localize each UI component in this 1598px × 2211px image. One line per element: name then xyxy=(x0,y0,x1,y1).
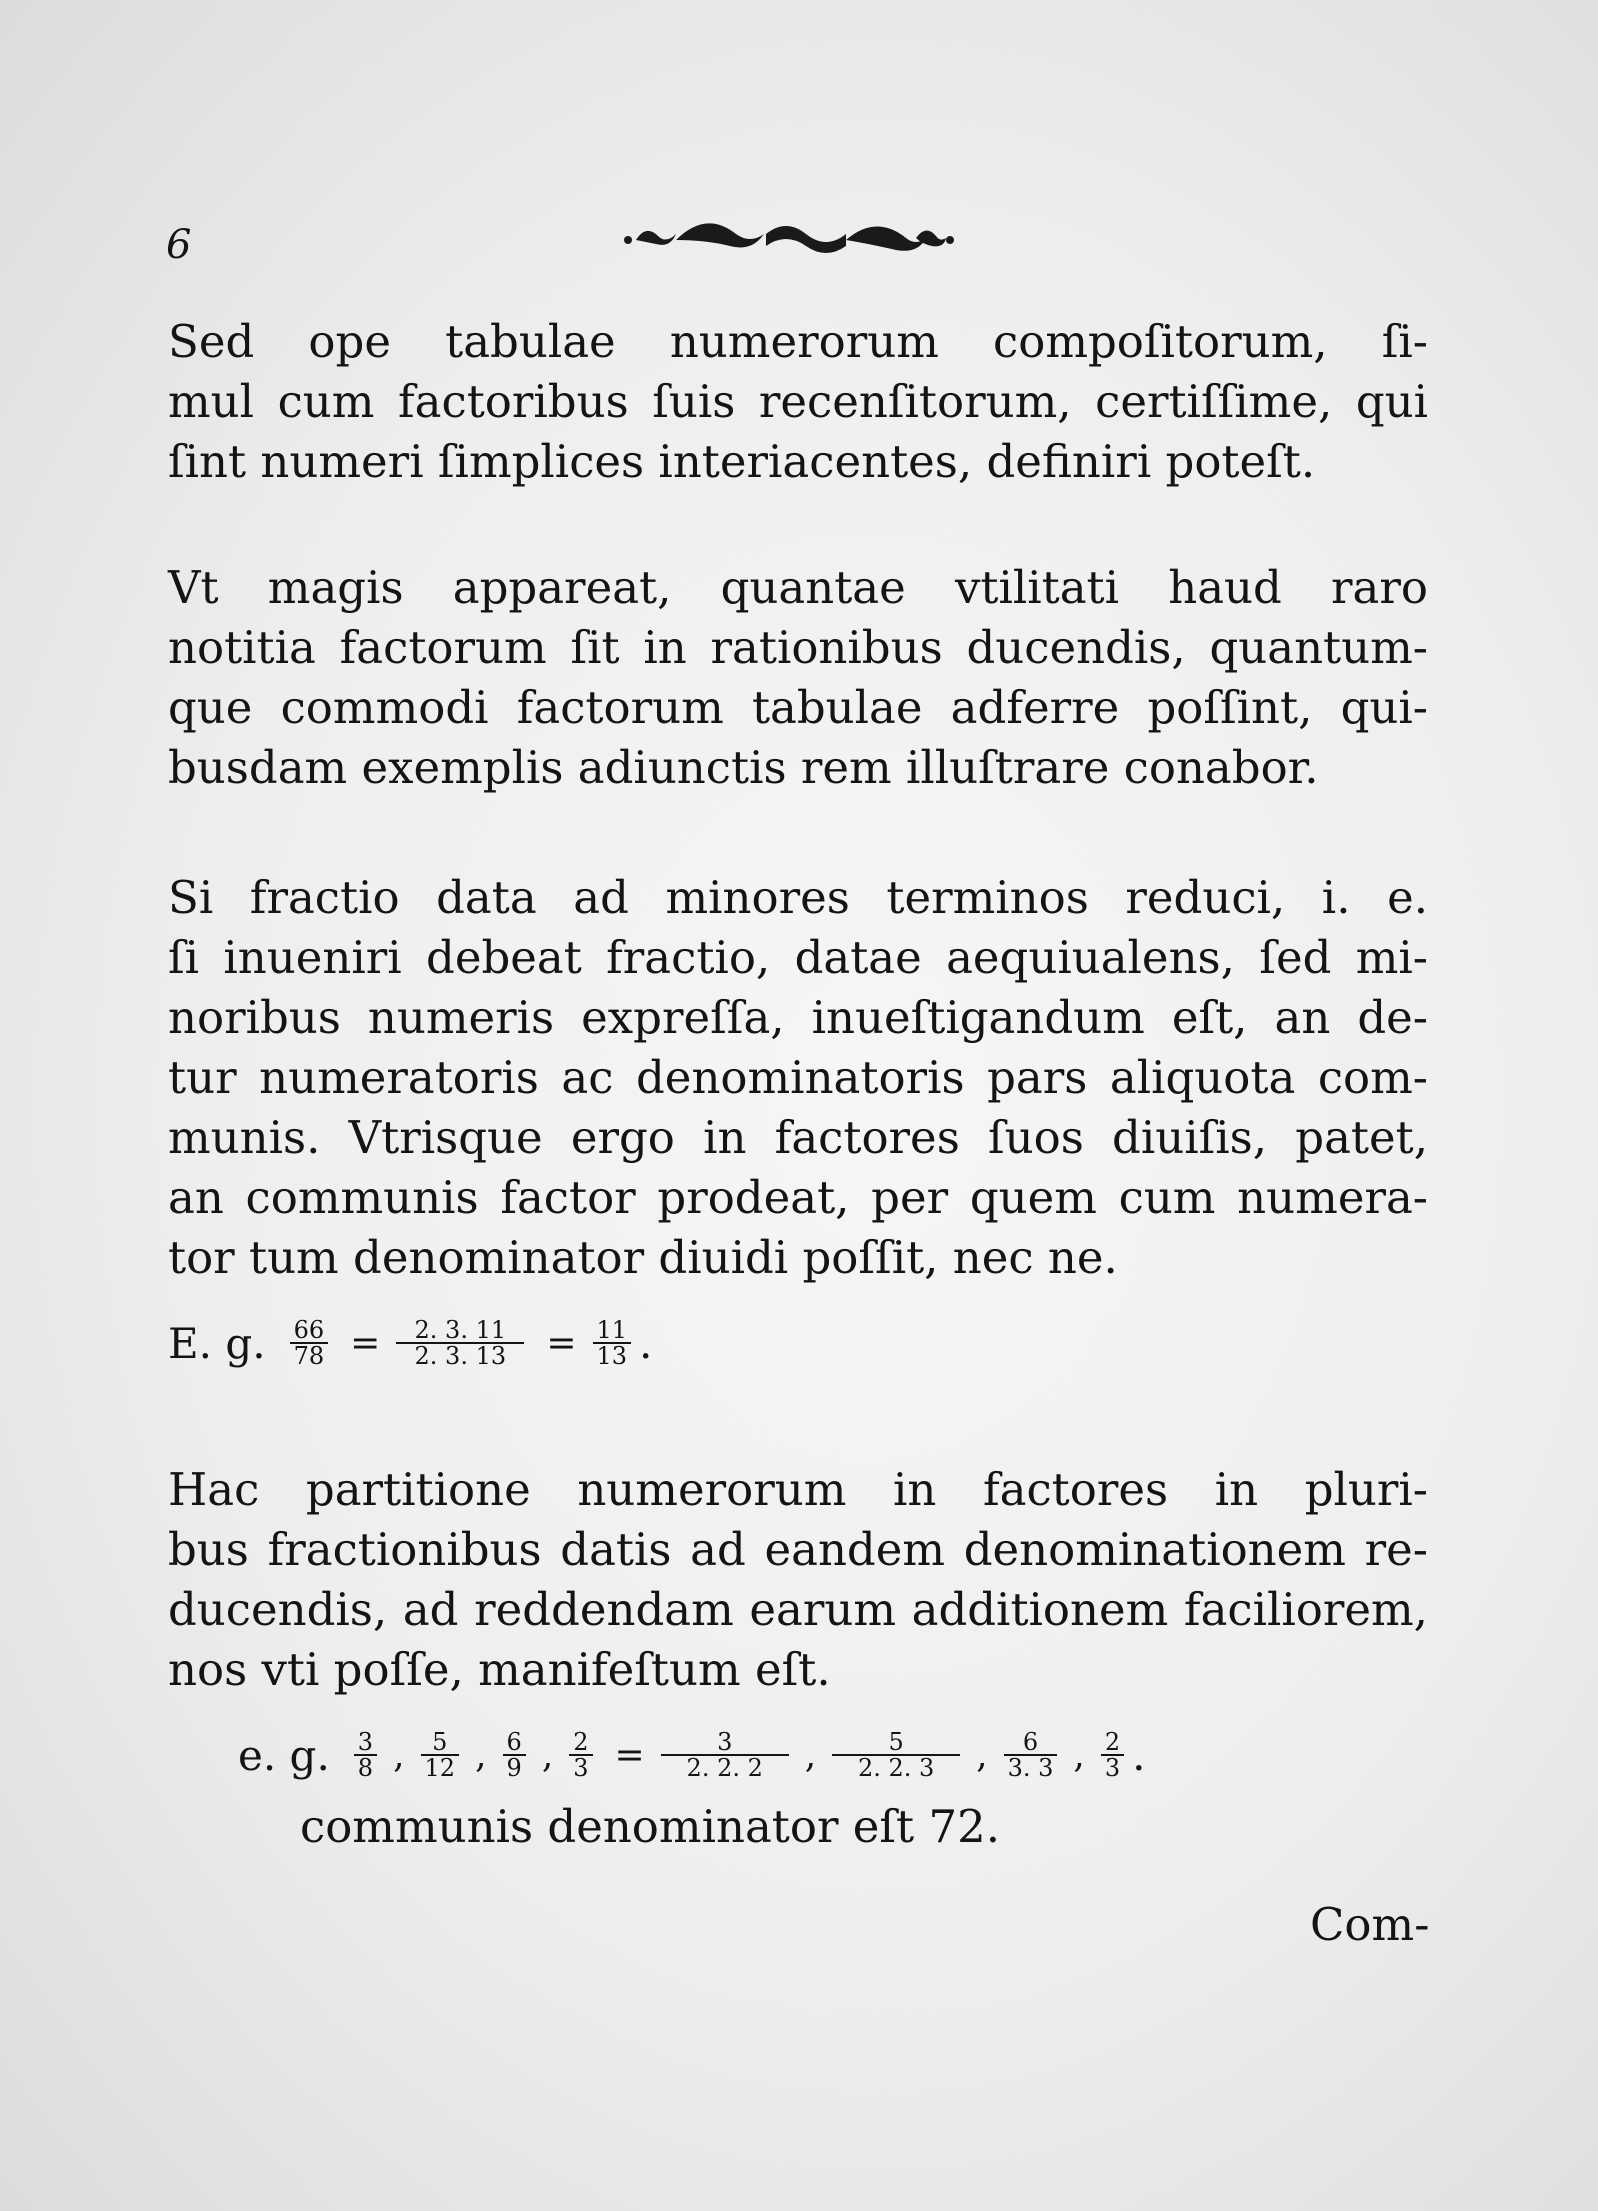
text-line: bus fractionibus datis ad eandem denominationem re- xyxy=(168,1523,1428,1576)
text-line: noribus numeris expreſſa, inueſtigandum eſt, an de- xyxy=(168,991,1428,1044)
comma: , xyxy=(1073,1734,1085,1776)
text-line: Si fractio data ad minores terminos reduci, i. e. xyxy=(168,871,1428,924)
denominator: 9 xyxy=(506,1754,522,1782)
fraction xyxy=(661,1730,789,1780)
denominator: 3. 3 xyxy=(1007,1754,1054,1782)
text-line: Hac partitione numerorum in factores in pluri- xyxy=(168,1463,1428,1516)
text-line: Vt magis appareat, quantae vtilitati haud raro xyxy=(168,561,1428,614)
text-line: Sed ope tabulae numerorum compoſitorum, ſi- xyxy=(168,315,1428,368)
numerator: 2 xyxy=(573,1728,589,1756)
numerator: 11 xyxy=(596,1316,628,1344)
paragraph-4 xyxy=(168,1460,1428,1700)
catchword: Com- xyxy=(1310,1898,1430,1951)
text-line: munis. Vtrisque ergo in factores ſuos diuiſis, patet, xyxy=(168,1111,1428,1164)
fraction xyxy=(503,1730,526,1780)
common-denominator-line: communis denominator eſt 72. xyxy=(300,1800,1001,1853)
text-line: ſint numeri ſimplices interiacentes, definiri poteſt. xyxy=(168,435,1316,488)
fraction xyxy=(290,1318,329,1368)
comma: , xyxy=(541,1734,554,1776)
equals-sign: = xyxy=(546,1322,571,1364)
text-line: ſi inueniri debeat fractio, datae aequiualens, ſed mi- xyxy=(168,931,1428,984)
numerator: 5 xyxy=(432,1728,448,1756)
denominator: 2. 3. 13 xyxy=(414,1342,507,1370)
numerator: 2. 3. 11 xyxy=(414,1316,507,1344)
text-line: busdam exemplis adiunctis rem illuſtrare conabor. xyxy=(168,741,1319,794)
numerator: 2 xyxy=(1104,1728,1121,1756)
fraction xyxy=(1101,1730,1124,1780)
numerator: 3 xyxy=(357,1728,374,1756)
denominator: 8 xyxy=(357,1754,374,1782)
comma: , xyxy=(804,1734,817,1776)
numerator: 3 xyxy=(717,1728,733,1756)
page-number: 6 xyxy=(166,222,192,268)
fraction xyxy=(421,1730,460,1780)
example-common-denominator xyxy=(238,1730,1146,1780)
fraction xyxy=(569,1730,592,1780)
denominator: 78 xyxy=(293,1342,325,1370)
denominator: 13 xyxy=(596,1342,628,1370)
denominator: 2. 2. 3 xyxy=(858,1754,935,1782)
fraction xyxy=(832,1730,960,1780)
fraction xyxy=(593,1318,632,1368)
denominator: 3 xyxy=(573,1754,589,1782)
comma: , xyxy=(976,1734,988,1776)
equals-sign: = xyxy=(614,1734,639,1776)
fraction xyxy=(354,1730,377,1780)
text-line: ducendis, ad reddendam earum additionem faciliorem, xyxy=(168,1583,1428,1636)
numerator: 5 xyxy=(888,1728,904,1756)
period: . xyxy=(1132,1730,1146,1780)
period: . xyxy=(639,1318,653,1368)
denominator: 3 xyxy=(1104,1754,1121,1782)
example-label: e. g. xyxy=(238,1730,330,1780)
numerator: 6 xyxy=(1022,1728,1039,1756)
equals-sign: = xyxy=(350,1322,375,1364)
example-fraction-reduction xyxy=(168,1318,652,1368)
printers-ornament xyxy=(616,210,956,270)
comma: , xyxy=(475,1734,487,1776)
text-line: nos vti poſſe, manifeſtum eſt. xyxy=(168,1643,831,1696)
paragraph-1 xyxy=(168,312,1428,492)
fraction xyxy=(396,1318,524,1368)
denominator: 2. 2. 2 xyxy=(686,1754,763,1782)
fraction xyxy=(1004,1730,1058,1780)
text-line: notitia factorum ſit in rationibus ducendis, quantum- xyxy=(168,621,1428,674)
numerator: 6 xyxy=(506,1728,522,1756)
text-line: mul cum factoribus ſuis recenſitorum, certiſſime, qui xyxy=(168,375,1428,428)
text-line: tor tum denominator diuidi poſſit, nec ne. xyxy=(168,1231,1118,1284)
paragraph-2 xyxy=(168,558,1428,798)
text-line: que commodi factorum tabulae adferre poſſint, qui- xyxy=(168,681,1428,734)
numerator: 66 xyxy=(293,1316,325,1344)
denominator: 12 xyxy=(424,1754,456,1782)
example-label: E. g. xyxy=(168,1318,266,1368)
text-line: an communis factor prodeat, per quem cum numera- xyxy=(168,1171,1428,1224)
comma: , xyxy=(393,1734,405,1776)
paragraph-3 xyxy=(168,868,1428,1288)
text-line: tur numeratoris ac denominatoris pars aliquota com- xyxy=(168,1051,1428,1104)
